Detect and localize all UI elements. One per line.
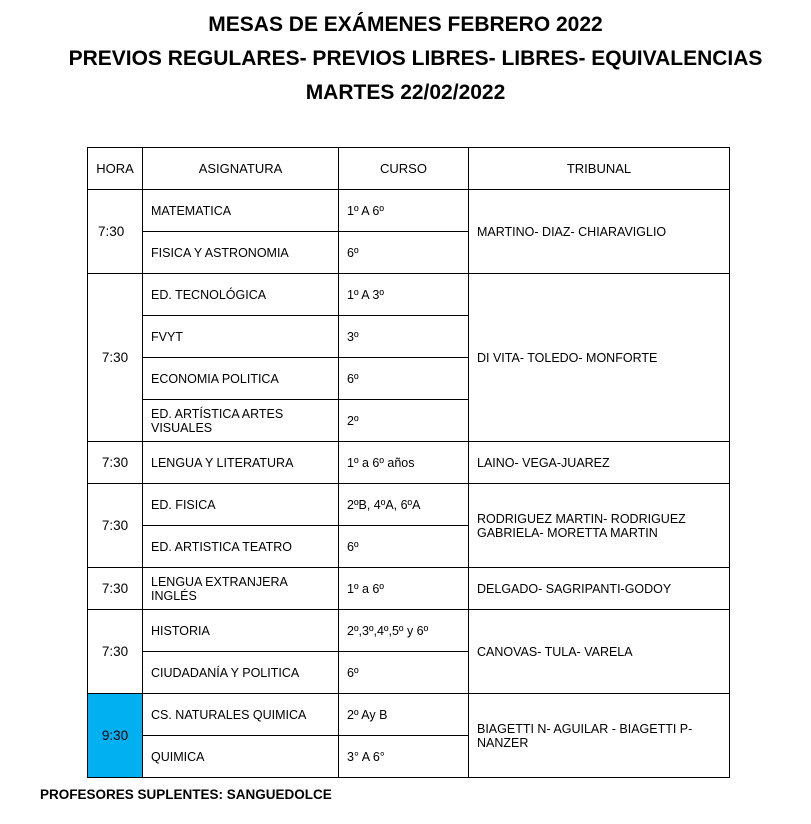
table-row — [88, 442, 730, 484]
curso-cell: 2º Ay B — [339, 694, 469, 736]
curso-cell: 2º,3º,4º,5º y 6º — [339, 610, 469, 652]
hora-cell-highlighted: 9:30 — [88, 694, 143, 778]
asignatura-cell: QUIMICA — [143, 736, 339, 778]
table-row — [88, 694, 730, 736]
hora-cell: 7:30 — [88, 568, 143, 610]
asignatura-cell: CS. NATURALES QUIMICA — [143, 694, 339, 736]
table-row — [88, 568, 730, 610]
asignatura-cell: FISICA Y ASTRONOMIA — [143, 232, 339, 274]
asignatura-cell: ED. ARTÍSTICA ARTES VISUALES — [143, 400, 339, 442]
asignatura-cell: LENGUA Y LITERATURA — [143, 442, 339, 484]
curso-cell: 6º — [339, 232, 469, 274]
tribunal-cell: MARTINO- DIAZ- CHIARAVIGLIO — [469, 190, 730, 274]
exam-schedule-table — [87, 147, 730, 778]
tribunal-cell: CANOVAS- TULA- VARELA — [469, 610, 730, 694]
curso-cell: 2ºB, 4ºA, 6ºA — [339, 484, 469, 526]
table-row — [88, 190, 730, 232]
table-row — [88, 484, 730, 526]
curso-cell: 6º — [339, 652, 469, 694]
title-line-2: PREVIOS REGULARES- PREVIOS LIBRES- LIBRES- EQUIVALENCIAS — [68, 47, 763, 70]
asignatura-cell: CIUDADANÍA Y POLITICA — [143, 652, 339, 694]
table-row — [88, 610, 730, 652]
hora-cell: 7:30 — [88, 274, 143, 442]
hora-cell: 7:30 — [88, 190, 143, 274]
tribunal-cell: DI VITA- TOLEDO- MONFORTE — [469, 274, 730, 442]
curso-cell: 6º — [339, 358, 469, 400]
asignatura-cell: HISTORIA — [143, 610, 339, 652]
tribunal-cell: BIAGETTI N- AGUILAR - BIAGETTI P-NANZER — [469, 694, 730, 778]
asignatura-cell: LENGUA EXTRANJERA INGLÉS — [143, 568, 339, 610]
table-row — [88, 274, 730, 316]
curso-cell: 6º — [339, 526, 469, 568]
curso-cell: 1º a 6º años — [339, 442, 469, 484]
asignatura-cell: ECONOMIA POLITICA — [143, 358, 339, 400]
curso-cell: 1º A 6º — [339, 190, 469, 232]
title-line-3: MARTES 22/02/2022 — [305, 81, 506, 104]
header-asignatura: ASIGNATURA — [143, 148, 339, 190]
hora-cell: 7:30 — [88, 484, 143, 568]
footer-substitute-teachers: PROFESORES SUPLENTES: SANGUEDOLCE — [40, 787, 332, 802]
asignatura-cell: ED. FISICA — [143, 484, 339, 526]
header-tribunal: TRIBUNAL — [469, 148, 730, 190]
hora-cell: 7:30 — [88, 442, 143, 484]
asignatura-cell: ED. TECNOLÓGICA — [143, 274, 339, 316]
curso-cell: 3° A 6° — [339, 736, 469, 778]
asignatura-cell: MATEMATICA — [143, 190, 339, 232]
header-hora: HORA — [88, 148, 143, 190]
header-curso: CURSO — [339, 148, 469, 190]
asignatura-cell: ED. ARTISTICA TEATRO — [143, 526, 339, 568]
tribunal-cell: RODRIGUEZ MARTIN- RODRIGUEZ GABRIELA- MORETTA MARTIN — [469, 484, 730, 568]
tribunal-cell: DELGADO- SAGRIPANTI-GODOY — [469, 568, 730, 610]
hora-cell: 7:30 — [88, 610, 143, 694]
curso-cell: 3º — [339, 316, 469, 358]
curso-cell: 1º a 6º — [339, 568, 469, 610]
asignatura-cell: FVYT — [143, 316, 339, 358]
title-line-1: MESAS DE EXÁMENES FEBRERO 2022 — [208, 13, 603, 36]
tribunal-cell: LAINO- VEGA-JUAREZ — [469, 442, 730, 484]
curso-cell: 2º — [339, 400, 469, 442]
curso-cell: 1º A 3º — [339, 274, 469, 316]
